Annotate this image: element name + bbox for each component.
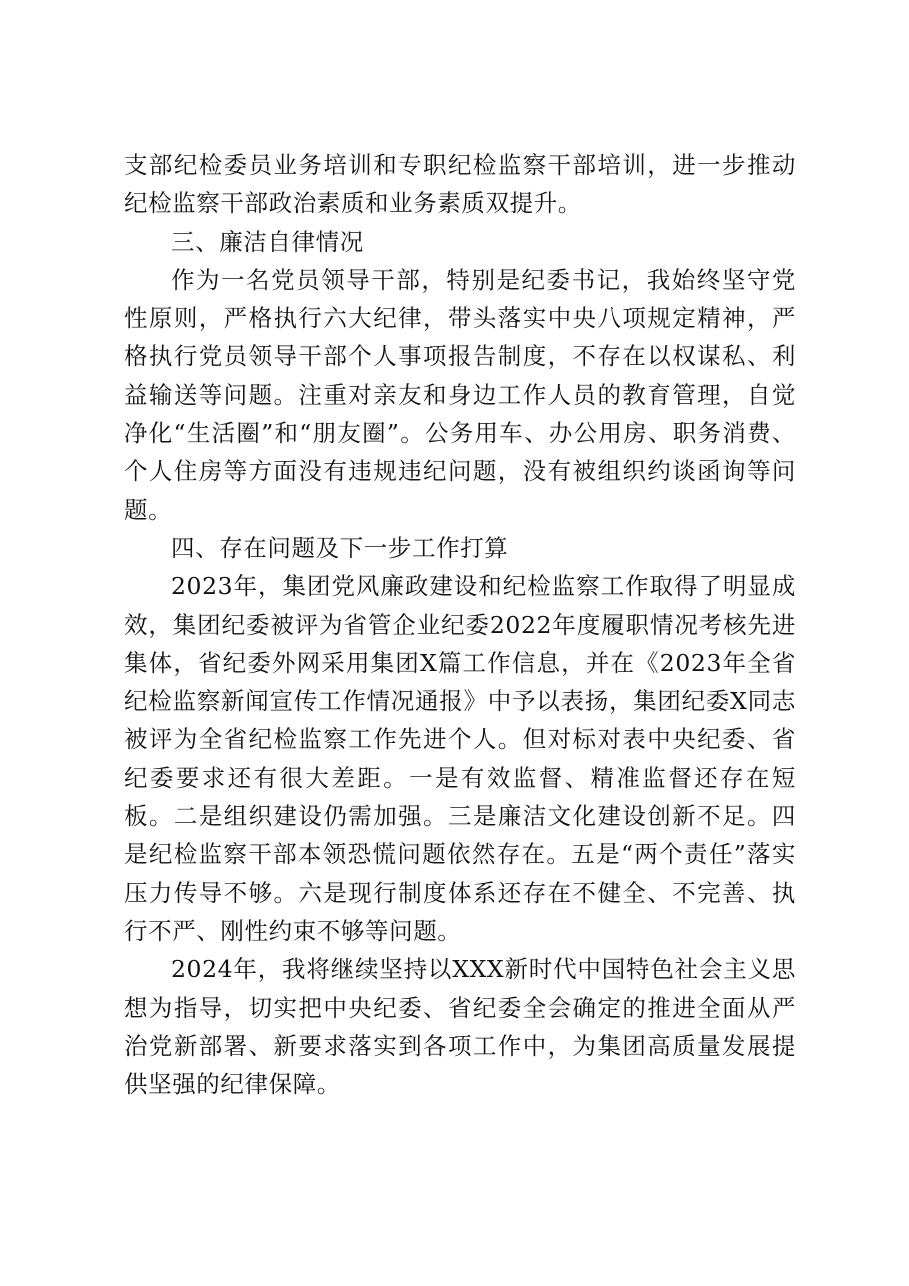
paragraph-intro-continuation: 支部纪检委员业务培训和专职纪检监察干部培训，进一步推动纪检监察干部政治素质和业务素质双提升。 xyxy=(124,151,796,218)
section-heading-problems-plans: 四、存在问题及下一步工作打算 xyxy=(171,533,509,562)
paragraph-integrity: 作为一名党员领导干部，特别是纪委书记，我始终坚守党性原则，严格执行六大纪律，带头落实中央八项规定精神，严格执行党员领导干部个人事项报告制度，不存在以权谋私、利益输送等问题。注重对亲友和身边工作人员的教育管理，自觉净化“生活圈”和“朋友圈”。公务用车、办公用房、职务消费、个人住房等方面没有违规违纪问题，没有被组织约谈函询等问题。 xyxy=(124,265,796,524)
document-body xyxy=(124,146,796,1103)
section-heading-integrity: 三、廉洁自律情况 xyxy=(171,227,364,256)
paragraph-achievements-problems: 2023年，集团党风廉政建设和纪检监察工作取得了明显成效，集团纪委被评为省管企业纪委2022年度履职情况考核先进集体，省纪委外网采用集团X篇工作信息，并在《2023年全省纪检监察新闻宣传工作情况通报》中予以表扬，集团纪委X同志被评为全省纪检监察工作先进个人。但对标对表中央纪委、省纪委要求还有很大差距。一是有效监督、精准监督还存在短板。二是组织建设仍需加强。三是廉洁文化建设创新不足。四是纪检监察干部本领恐慌问题依然存在。五是“两个责任”落实压力传导不够。六是现行制度体系还存在不健全、不完善、执行不严、刚性约束不够等问题。 xyxy=(124,572,796,945)
paragraph-next-year-plan: 2024年，我将继续坚持以XXX新时代中国特色社会主义思想为指导，切实把中央纪委、省纪委全会确定的推进全面从严治党新部署、新要求落实到各项工作中，为集团高质量发展提供坚强的纪律保障。 xyxy=(124,955,796,1099)
